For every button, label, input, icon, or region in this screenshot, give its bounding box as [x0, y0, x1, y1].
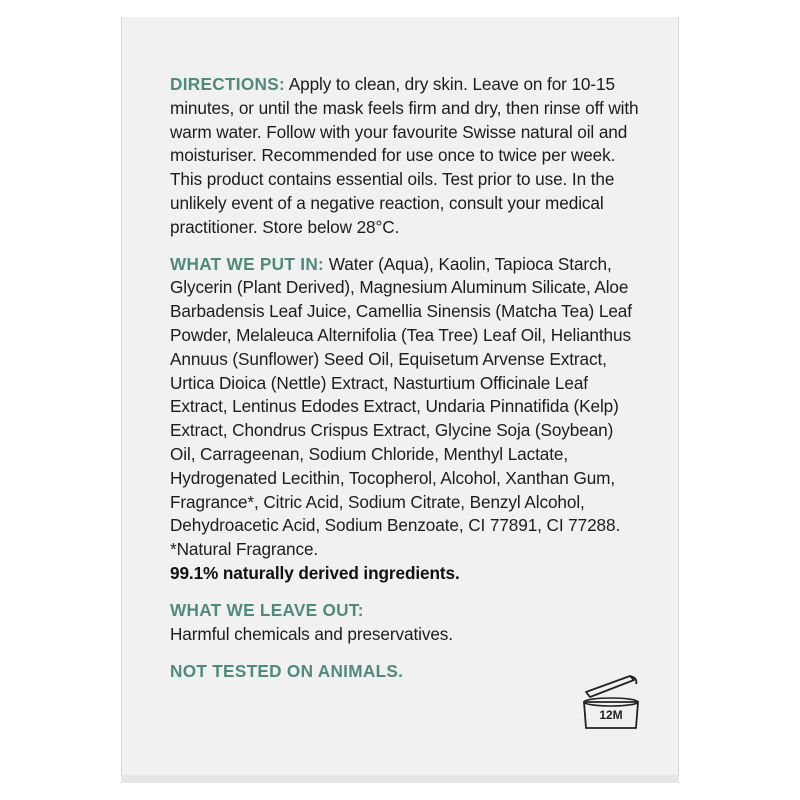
natural-note: 99.1% naturally derived ingredients.	[170, 562, 460, 583]
not-tested-statement: NOT TESTED ON ANIMALS.	[170, 661, 404, 682]
leave-out-heading: WHAT WE LEAVE OUT:	[170, 599, 364, 620]
ingredients-text: Water (Aqua), Kaolin, Tapioca Starch, Glycerin (Plant Derived), Magnesium Aluminum Silicate, Aloe Barbadensis Leaf Juice, Camellia Sinensis (Matcha Tea) Leaf Powder, Melaleuca Alternifolia (Tea Tree) Leaf Oil, Helianthus Annuus (Sunflower) Seed Oil, Equisetum Arvense Extract, Urtica Dioica (Nettle) Extract, Nasturtium Officinale Leaf Extract, Lentinus Edodes Extract, Undaria Pinnatifida (Kelp) Extract, Chondrus Crispus Extract, Glycine Soja (Soybean) Oil, Carrageenan, Sodium Chloride, Menthyl Lactate, Hydrogenated Lecithin, Tocopherol, Alcohol, Xanthan Gum, Fragrance*, Citric Acid, Sodium Citrate, Benzyl Alcohol, Dehydroacetic Acid, Sodium Benzoate, CI 77891, CI 77288. *Natural Fragrance.	[170, 253, 632, 560]
period-after-opening-symbol	[578, 670, 644, 732]
panel-bottom-edge	[121, 775, 679, 783]
directions-heading: DIRECTIONS:	[170, 74, 286, 94]
label-text	[170, 73, 640, 684]
leave-out-text: Harmful chemicals and preservatives.	[170, 623, 453, 644]
directions-text: Apply to clean, dry skin. Leave on for 10-15 minutes, or until the mask feels firm and dry, then rinse off with warm water. Follow with your favourite Swisse natural oil and moisturiser. Recommended for use once to twice per week. This product contains essential oils. Test prior to use. In the unlikely event of a negative reaction, consult your medical practitioner. Store below 28°C.	[170, 74, 639, 237]
open-jar-icon	[578, 670, 644, 732]
directions-section	[170, 73, 640, 240]
pao-label: 12M	[599, 708, 623, 722]
ingredients-section	[170, 253, 640, 562]
ingredients-heading: WHAT WE PUT IN:	[170, 253, 325, 274]
leave-out-section	[170, 599, 640, 647]
